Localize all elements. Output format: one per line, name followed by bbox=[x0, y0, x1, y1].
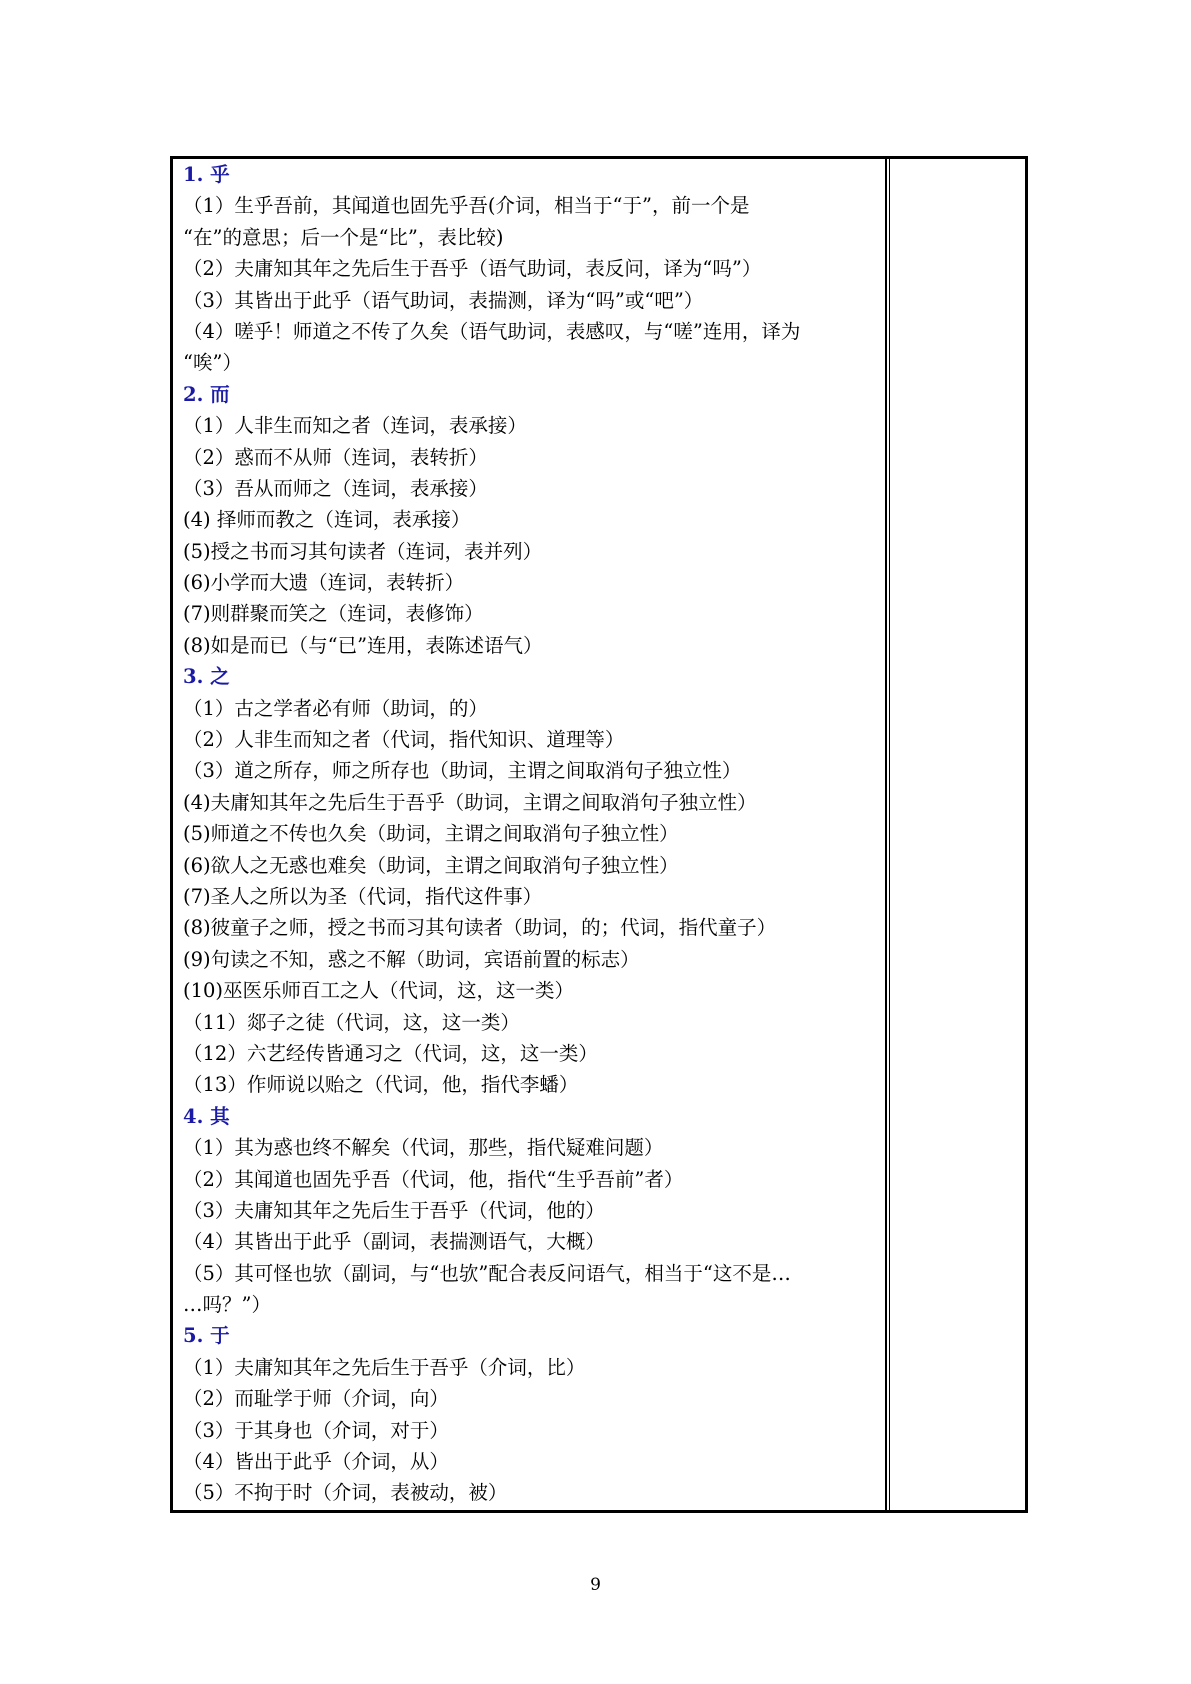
note-line: (9)句读之不知，惑之不解（助词，宾语前置的标志） bbox=[183, 947, 640, 971]
note-line: （2）人非生而知之者（代词，指代知识、道理等） bbox=[183, 728, 625, 752]
note-line: (8)彼童子之师，授之书而习其句读者（助词，的；代词，指代童子） bbox=[183, 916, 777, 940]
note-line: （4）嗟乎！师道之不传了久矣（语气助词，表感叹，与“嗟”连用，译为 bbox=[183, 319, 801, 343]
note-line: (6)小学而大遗（连词，表转折） bbox=[183, 571, 465, 595]
note-line: （1）古之学者必有师（助词，的） bbox=[183, 696, 488, 720]
note-line: “唉”） bbox=[183, 351, 242, 375]
note-line: (8)如是而已（与“已”连用，表陈述语气） bbox=[183, 633, 543, 657]
notes-table bbox=[170, 156, 1028, 1513]
note-line: （1）生乎吾前，其闻道也固先乎吾(介词，相当于“于”，前一个是 bbox=[183, 194, 750, 218]
note-line: （3）其皆出于此乎（语气助词，表揣测，译为“吗”或“吧”） bbox=[183, 288, 704, 312]
note-line: （1）夫庸知其年之先后生于吾乎（介词，比） bbox=[183, 1355, 586, 1379]
note-line: (5)师道之不传也久矣（助词，主谓之间取消句子独立性） bbox=[183, 822, 679, 846]
section-heading: 5. 于 bbox=[183, 1324, 230, 1348]
page-number: 9 bbox=[590, 1575, 601, 1595]
note-line: (10)巫医乐师百工之人（代词，这，这一类） bbox=[183, 979, 575, 1003]
note-line: （13）作师说以贻之（代词，他，指代李蟠） bbox=[183, 1073, 579, 1097]
note-line: (4)夫庸知其年之先后生于吾乎（助词，主谓之间取消句子独立性） bbox=[183, 790, 757, 814]
section-heading: 2. 而 bbox=[183, 382, 230, 406]
note-line: (5)授之书而习其句读者（连词，表并列） bbox=[183, 539, 543, 563]
note-line: （1）其为惑也终不解矣（代词，那些，指代疑难问题） bbox=[183, 1136, 664, 1160]
note-line: （3）于其身也（介词，对于） bbox=[183, 1418, 449, 1442]
note-line: （5）不拘于时（介词，表被动，被） bbox=[183, 1481, 508, 1505]
note-line: （11）郯子之徒（代词，这，这一类） bbox=[183, 1010, 520, 1034]
section-heading: 3. 之 bbox=[183, 665, 230, 689]
section-heading: 1. 乎 bbox=[183, 163, 230, 186]
blank-column bbox=[889, 159, 1027, 1510]
note-line: (6)欲人之无惑也难矣（助词，主谓之间取消句子独立性） bbox=[183, 853, 679, 877]
note-line: （3）夫庸知其年之先后生于吾乎（代词，他的） bbox=[183, 1198, 605, 1222]
note-line: （2）夫庸知其年之先后生于吾乎（语气助词，表反问，译为“吗”） bbox=[183, 257, 762, 281]
note-line: （12）六艺经传皆通习之（代词，这，这一类） bbox=[183, 1041, 598, 1065]
note-line: （5）其可怪也欤（副词，与“也欤”配合表反问语气，相当于“这不是… bbox=[183, 1261, 791, 1285]
note-line: (7)则群聚而笑之（连词，表修饰） bbox=[183, 602, 484, 626]
note-line: （4）其皆出于此乎（副词，表揣测语气，大概） bbox=[183, 1230, 605, 1254]
note-line: “在”的意思；后一个是“比”，表比较) bbox=[183, 225, 504, 249]
note-line: (7)圣人之所以为圣（代词，指代这件事） bbox=[183, 884, 543, 908]
note-line: （1）人非生而知之者（连词，表承接） bbox=[183, 414, 527, 438]
note-line: （3）道之所存，师之所存也（助词，主谓之间取消句子独立性） bbox=[183, 759, 742, 783]
note-line: （2）惑而不从师（连词，表转折） bbox=[183, 445, 488, 469]
note-line: …吗？”） bbox=[183, 1293, 271, 1317]
note-line: (4) 择师而教之（连词，表承接） bbox=[183, 508, 471, 532]
note-line: （2）而耻学于师（介词，向） bbox=[183, 1387, 449, 1411]
note-line: （2）其闻道也固先乎吾（代词，他，指代“生乎吾前”者） bbox=[183, 1167, 684, 1191]
section-heading: 4. 其 bbox=[183, 1104, 230, 1128]
note-line: （4）皆出于此乎（介词，从） bbox=[183, 1450, 449, 1474]
note-line: （3）吾从而师之（连词，表承接） bbox=[183, 476, 488, 500]
notes-column bbox=[173, 159, 887, 1510]
